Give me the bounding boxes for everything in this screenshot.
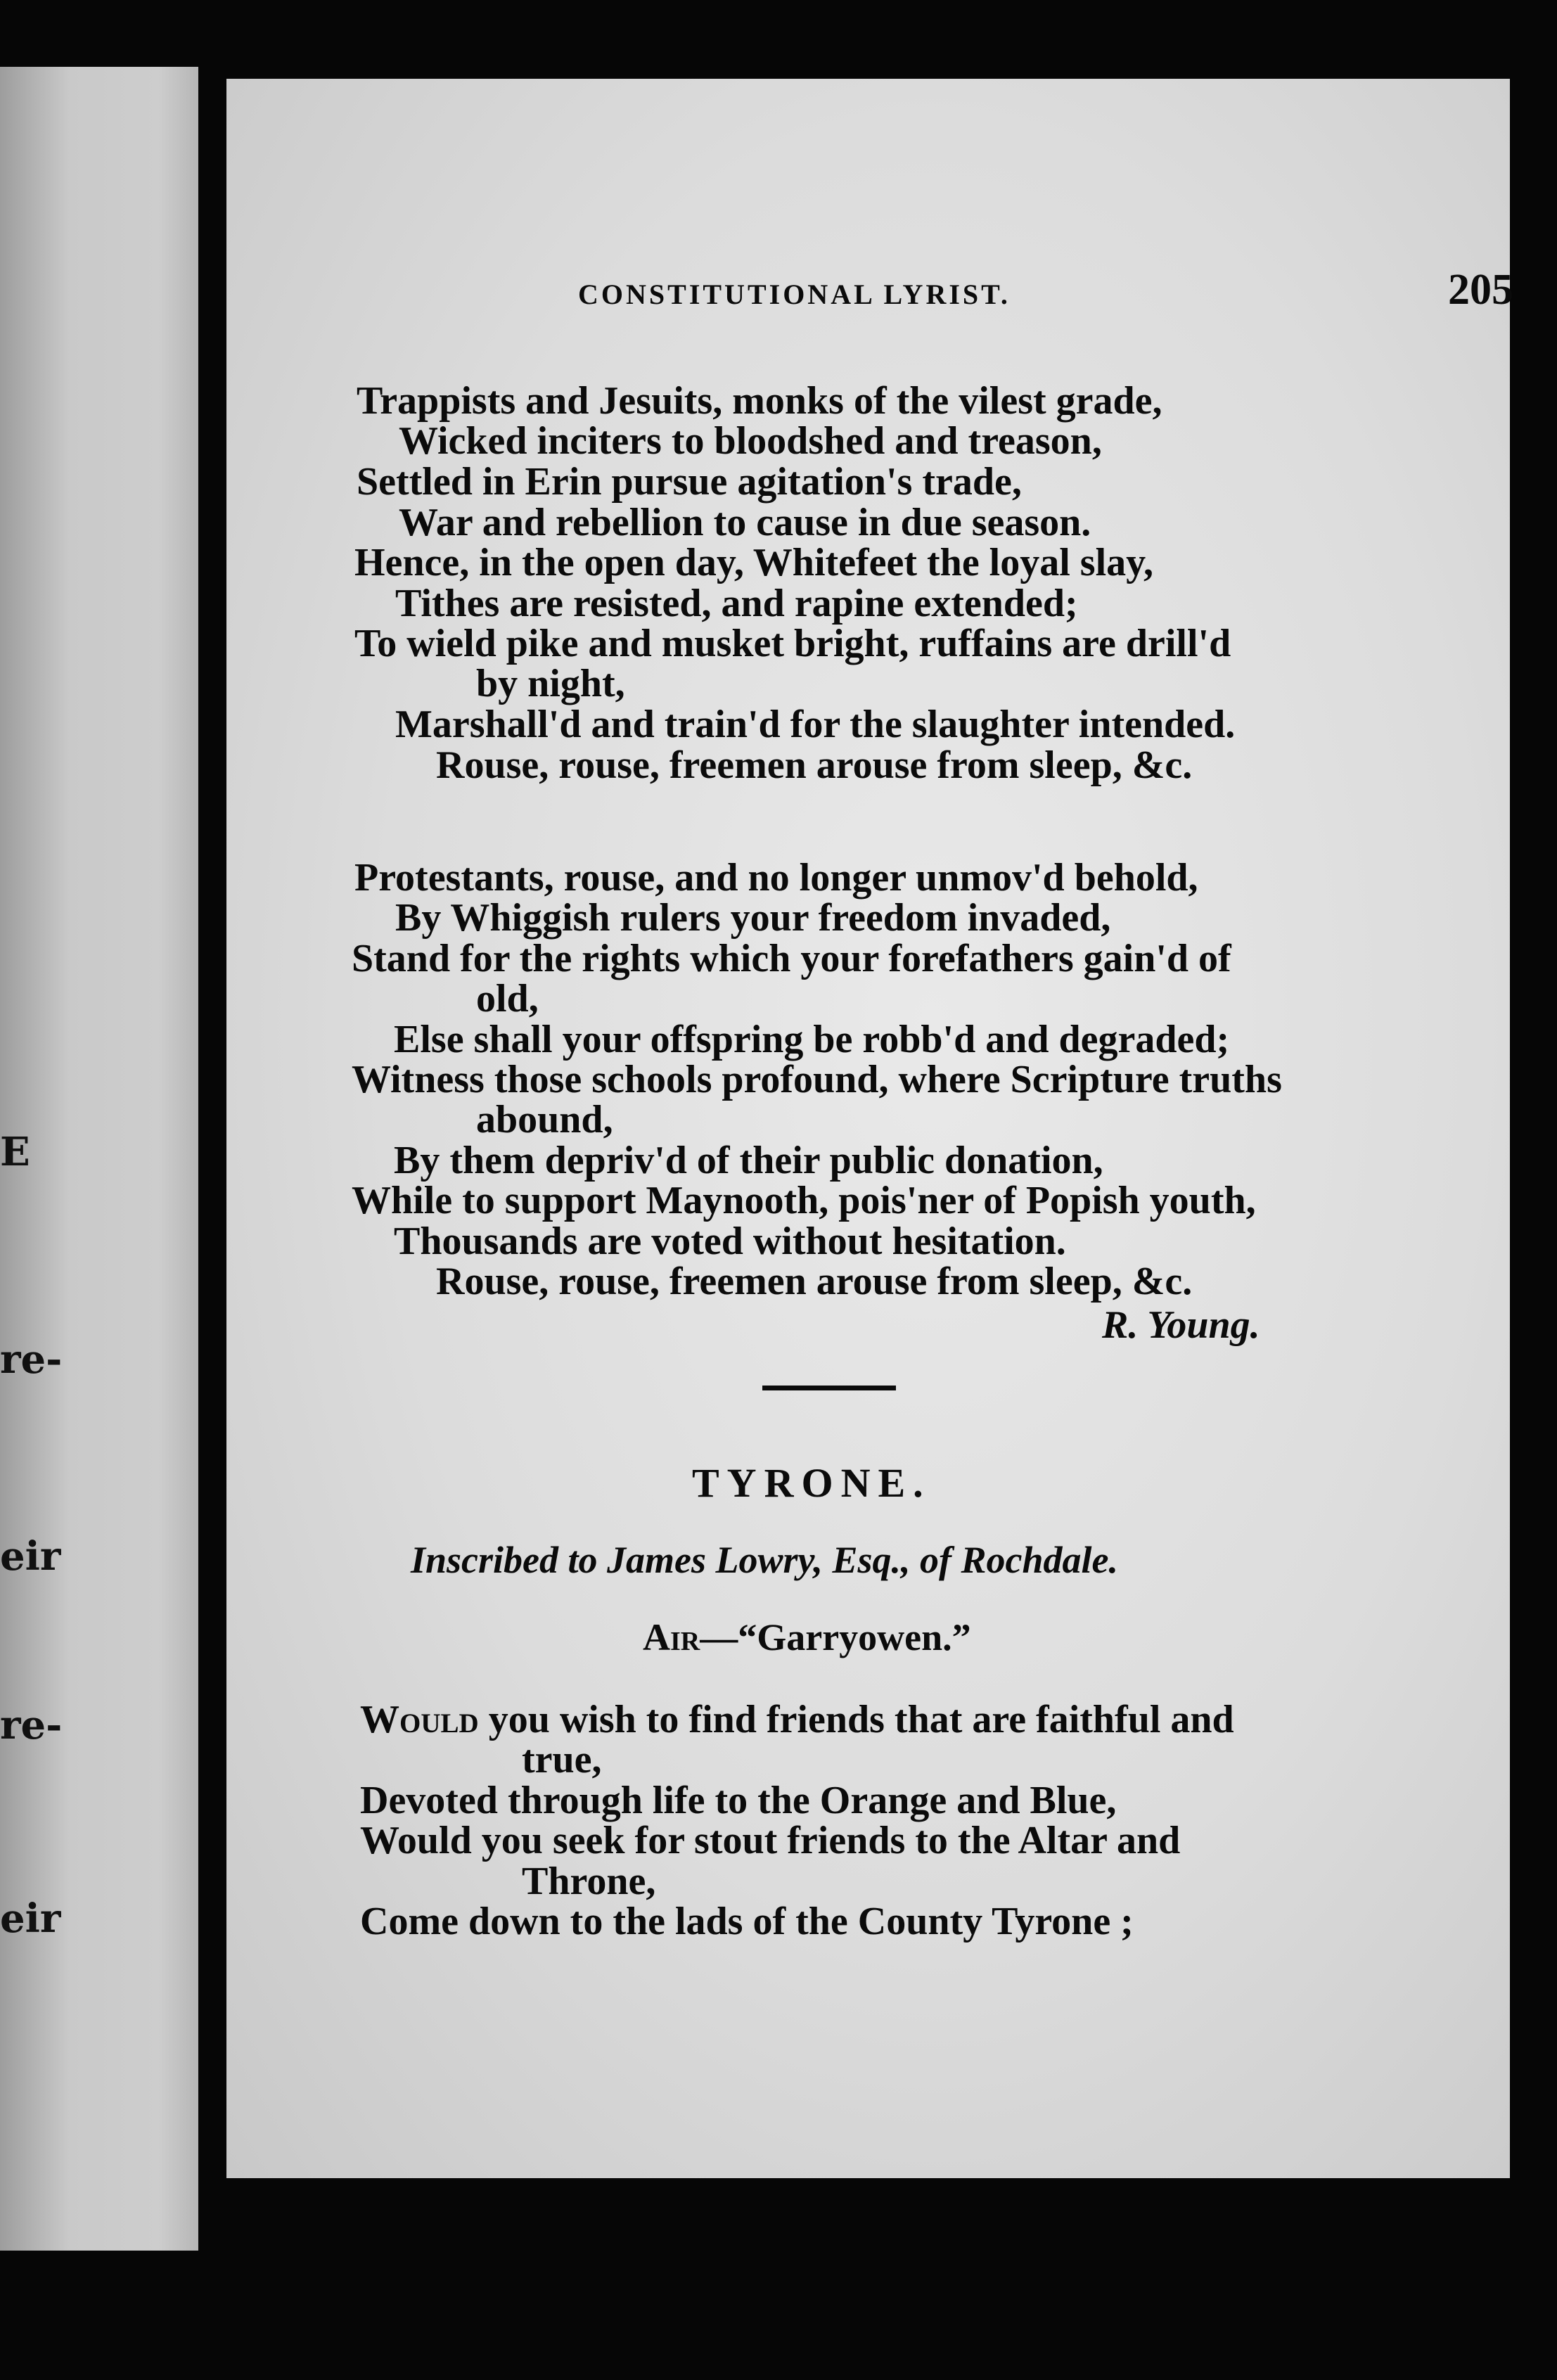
- book-page: [226, 79, 1513, 2178]
- poem-line: Thousands are voted without hesitation.: [394, 1220, 1066, 1263]
- page-header: [578, 265, 1513, 321]
- left-page-fragment: re-: [0, 1702, 63, 1748]
- poem-refrain: Rouse, rouse, freemen arouse from sleep, &c.: [436, 743, 1193, 787]
- poem-line: abound,: [476, 1098, 613, 1141]
- poem-refrain: Rouse, rouse, freemen arouse from sleep, &c.: [436, 1260, 1193, 1303]
- poem-line: Throne,: [522, 1860, 656, 1903]
- left-facing-page: [0, 67, 198, 2251]
- poem-line: To wield pike and musket bright, ruffains are drill'd: [354, 622, 1231, 665]
- poem-line: By them depriv'd of their public donation,: [394, 1139, 1103, 1182]
- left-page-fragment: re-: [0, 1336, 63, 1383]
- poem-line: Come down to the lads of the County Tyrone ;: [360, 1900, 1134, 1943]
- poem-line-text: you wish to find friends that are faithful and: [478, 1698, 1234, 1741]
- poem-line: Hence, in the open day, Whitefeet the loyal slay,: [354, 541, 1154, 584]
- poem-line: Marshall'd and train'd for the slaughter intended.: [395, 703, 1236, 746]
- poem-line: old,: [476, 977, 539, 1021]
- poem-line: Trappists and Jesuits, monks of the vilest grade,: [357, 379, 1162, 423]
- author-attribution: R. Young.: [1102, 1303, 1260, 1347]
- poem-line: Devoted through life to the Orange and Blue,: [360, 1779, 1117, 1822]
- section-divider: [762, 1386, 896, 1390]
- poem-line: Tithes are resisted, and rapine extended;: [395, 582, 1078, 625]
- air-indication: [643, 1616, 971, 1659]
- song-dedication: Inscribed to James Lowry, Esq., of Rochdale.: [411, 1539, 1118, 1581]
- running-head: CONSTITUTIONAL LYRIST.: [578, 279, 1011, 310]
- poem-line: Would you seek for stout friends to the Altar and: [360, 1819, 1181, 1862]
- poem-line: Else shall your offspring be robb'd and degraded;: [394, 1018, 1230, 1061]
- left-page-fragment: E: [0, 1129, 30, 1175]
- poem-line: [360, 1700, 1234, 1739]
- poem-line: By Whiggish rulers your freedom invaded,: [395, 896, 1111, 940]
- poem-line: War and rebellion to cause in due season.: [399, 501, 1091, 544]
- air-tune: —“Garryowen.”: [700, 1616, 971, 1658]
- left-page-fragment: eir: [0, 1895, 61, 1942]
- poem-line: Protestants, rouse, and no longer unmov'd behold,: [354, 856, 1198, 900]
- poem-line: While to support Maynooth, pois'ner of Popish youth,: [352, 1179, 1256, 1222]
- song-title: TYRONE.: [692, 1460, 931, 1506]
- poem-line: Wicked inciters to bloodshed and treason,: [399, 419, 1102, 463]
- poem-line: Witness those schools profound, where Scripture truths: [352, 1058, 1282, 1101]
- poem-line: Stand for the rights which your forefathers gain'd of: [352, 937, 1231, 980]
- poem-line: Settled in Erin pursue agitation's trade,: [357, 460, 1022, 504]
- poem-line: by night,: [476, 662, 625, 705]
- drop-word: Would: [360, 1698, 479, 1741]
- air-label: Air: [643, 1616, 700, 1658]
- page-number: 205: [1448, 266, 1513, 314]
- poem-line: true,: [522, 1738, 602, 1781]
- left-page-fragment: eir: [0, 1533, 61, 1580]
